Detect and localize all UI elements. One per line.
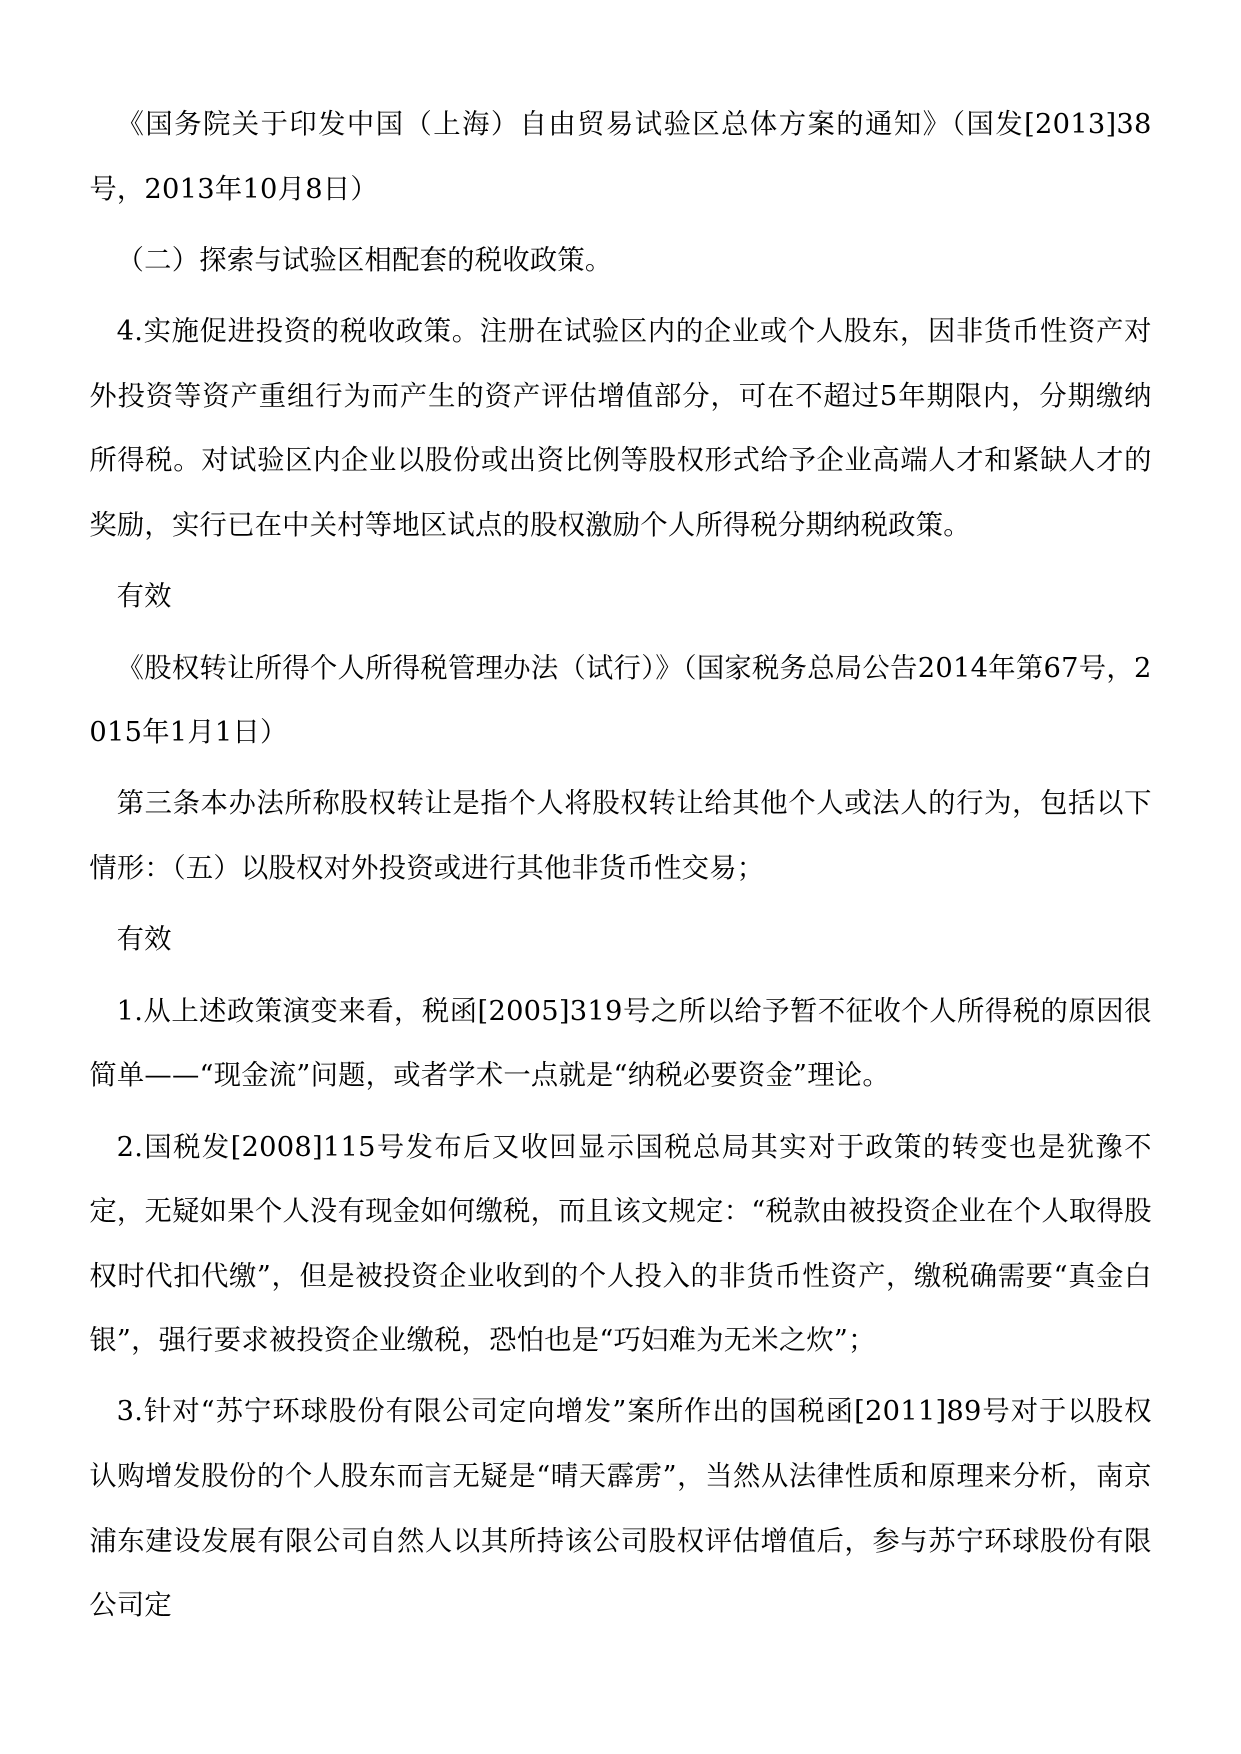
paragraph-status: 有效 — [116, 581, 172, 613]
paragraph-tax-policy: 4.实施促进投资的税收政策。注册在试验区内的企业或个人股东，因非货币性资产对外投资等资产重组行为而产生的资产评估增值部分，可在不超过5年期限内，分期缴纳所得税。对试验区内企业以股份或出资比例等股权形式给予企业高端人才和紧缺人才的奖励，实行已在中关村等地区试点的股权激励个人所得税分期纳税政策。 — [89, 316, 1152, 541]
paragraph-section-heading: （二）探索与试验区相配套的税收政策。 — [116, 244, 613, 276]
paragraph-notice-citation: 《国务院关于印发中国（上海）自由贸易试验区总体方案的通知》（国发[2013]38号，2013年10月8日） — [89, 109, 1152, 205]
document-body — [89, 93, 1151, 1645]
paragraph-regulation-citation: 《股权转让所得个人所得税管理办法（试行）》（国家税务总局公告2014年第67号，2015年1月1日） — [89, 652, 1152, 749]
paragraph-article-three: 第三条本办法所称股权转让是指个人将股权转让给其他个人或法人的行为，包括以下情形：（五）以股权对外投资或进行其他非货币性交易； — [89, 788, 1152, 884]
paragraph-analysis-1: 1.从上述政策演变来看，税函[2005]319号之所以给予暂不征收个人所得税的原因很简单——“现金流”问题，或者学术一点就是“纳税必要资金”理论。 — [89, 995, 1152, 1092]
paragraph-analysis-3: 3.针对“苏宁环球股份有限公司定向增发”案所作出的国税函[2011]89号对于以股权认购增发股份的个人股东而言无疑是“晴天霹雳”，当然从法律性质和原理来分析，南京浦东建设发展有限公司自然人以其所持该公司股权评估增值后，参与苏宁环球股份有限公司定 — [89, 1396, 1152, 1622]
paragraph-status: 有效 — [116, 924, 172, 956]
paragraph-analysis-2: 2.国税发[2008]115号发布后又收回显示国税总局其实对于政策的转变也是犹豫不定，无疑如果个人没有现金如何缴税，而且该文规定：“税款由被投资企业在个人取得股权时代扣代缴”，但是被投资企业收到的个人投入的非货币性资产，缴税确需要“真金白银”，强行要求被投资企业缴税，恐怕也是“巧妇难为无米之炊”； — [89, 1131, 1152, 1357]
